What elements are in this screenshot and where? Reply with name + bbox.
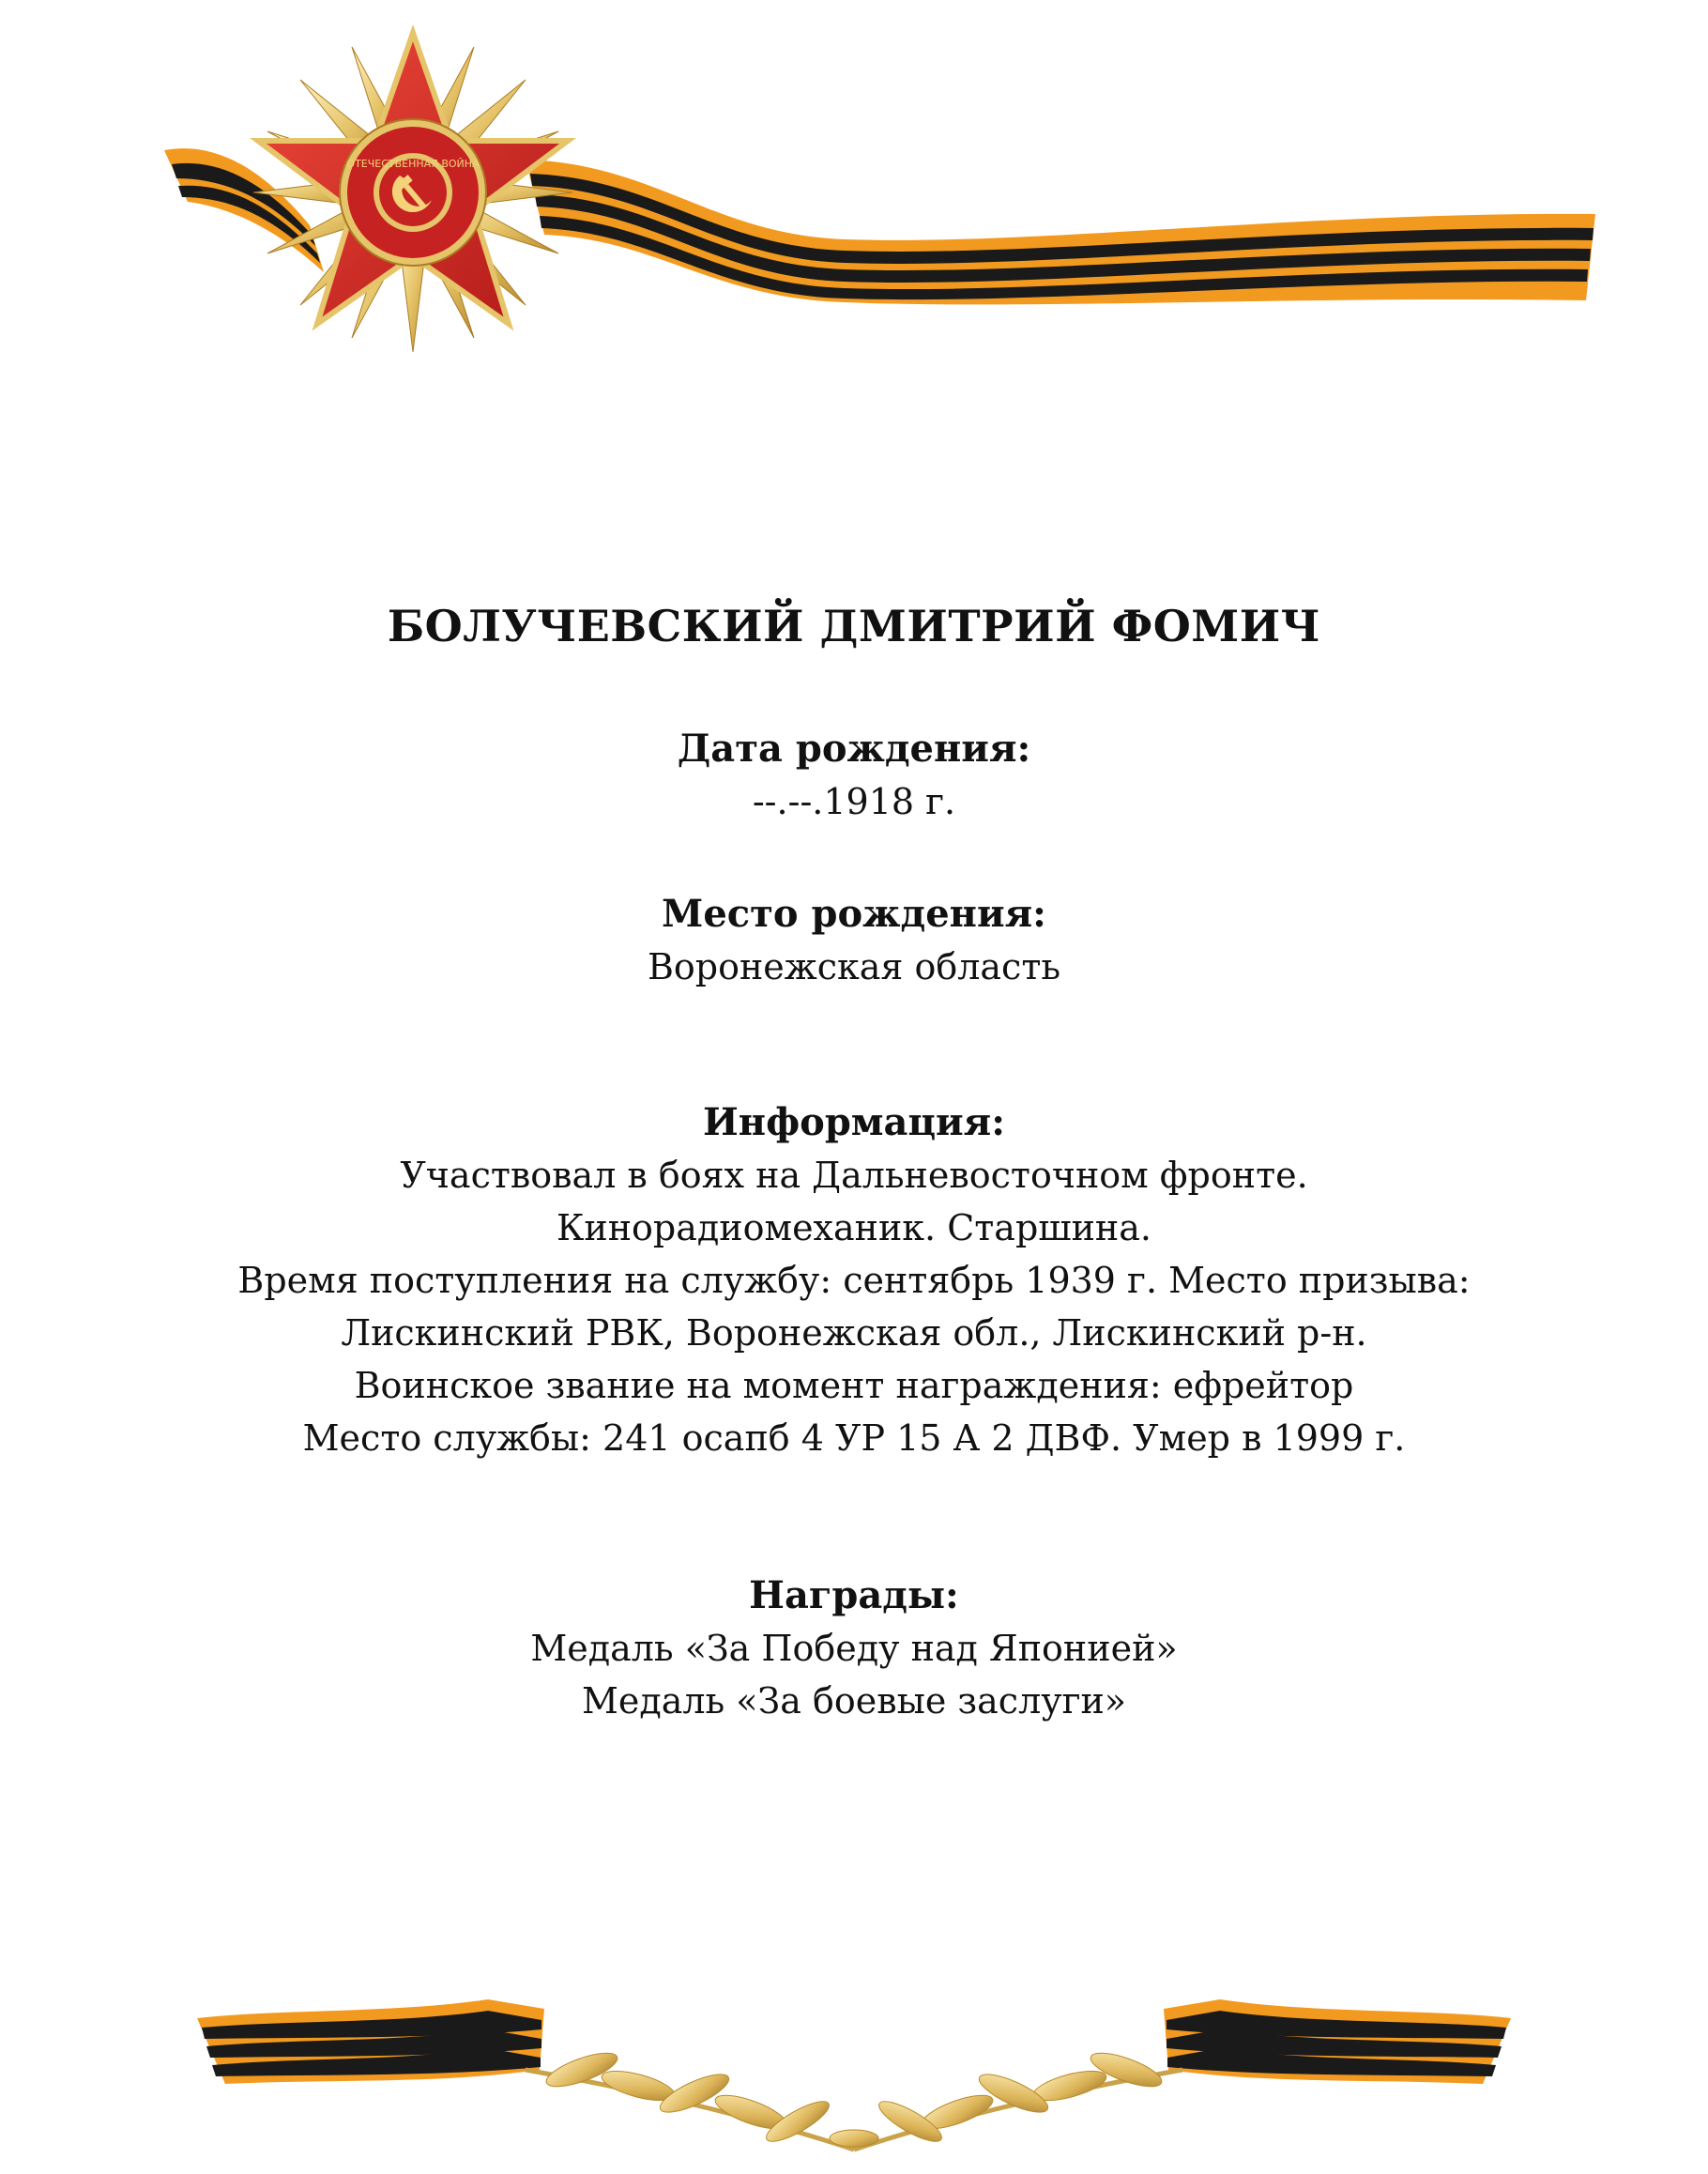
person-name: БОЛУЧЕВСКИЙ ДМИТРИЙ ФОМИЧ (387, 601, 1321, 651)
birth-date-label: Дата рождения: (677, 727, 1031, 771)
information-line: Лискинский РВК, Воронежская обл., Лискинский р-н. (341, 1312, 1367, 1354)
information-line: Время поступления на службу: сентябрь 1939 г. Место призыва: (237, 1260, 1471, 1301)
header-decoration (0, 0, 1708, 357)
awards-label: Награды: (749, 1573, 959, 1617)
information-line: Место службы: 241 осапб 4 УР 15 А 2 ДВФ. Умер в 1999 г. (302, 1417, 1406, 1459)
awards-section (0, 1569, 1708, 1727)
birth-place-value: Воронежская область (647, 946, 1061, 987)
information-line: Участвовал в боях на Дальневосточном фронте. (400, 1155, 1308, 1196)
footer-ribbon-right (1164, 1999, 1511, 2084)
information-section (0, 1096, 1708, 1464)
birth-place-section (0, 888, 1708, 993)
award-item: Медаль «За боевые заслуги» (581, 1680, 1127, 1722)
emblem-inscription: ОТЕЧЕСТВЕННАЯ ВОЙНА (346, 158, 480, 170)
birth-place-label: Место рождения: (662, 892, 1046, 936)
information-line: Кинорадиомеханик. Старшина. (556, 1207, 1151, 1248)
footer-decoration (0, 1981, 1708, 2174)
birth-date-section (0, 723, 1708, 828)
order-emblem (253, 33, 572, 352)
award-item: Медаль «За Победу над Японией» (530, 1628, 1178, 1669)
birth-date-value: --.--.1918 г. (752, 781, 956, 822)
footer-ribbon-left (197, 1999, 544, 2084)
information-label: Информация: (703, 1100, 1005, 1144)
laurel-branches (526, 2046, 1182, 2150)
information-line: Воинское звание на момент награждения: ефрейтор (354, 1365, 1354, 1406)
